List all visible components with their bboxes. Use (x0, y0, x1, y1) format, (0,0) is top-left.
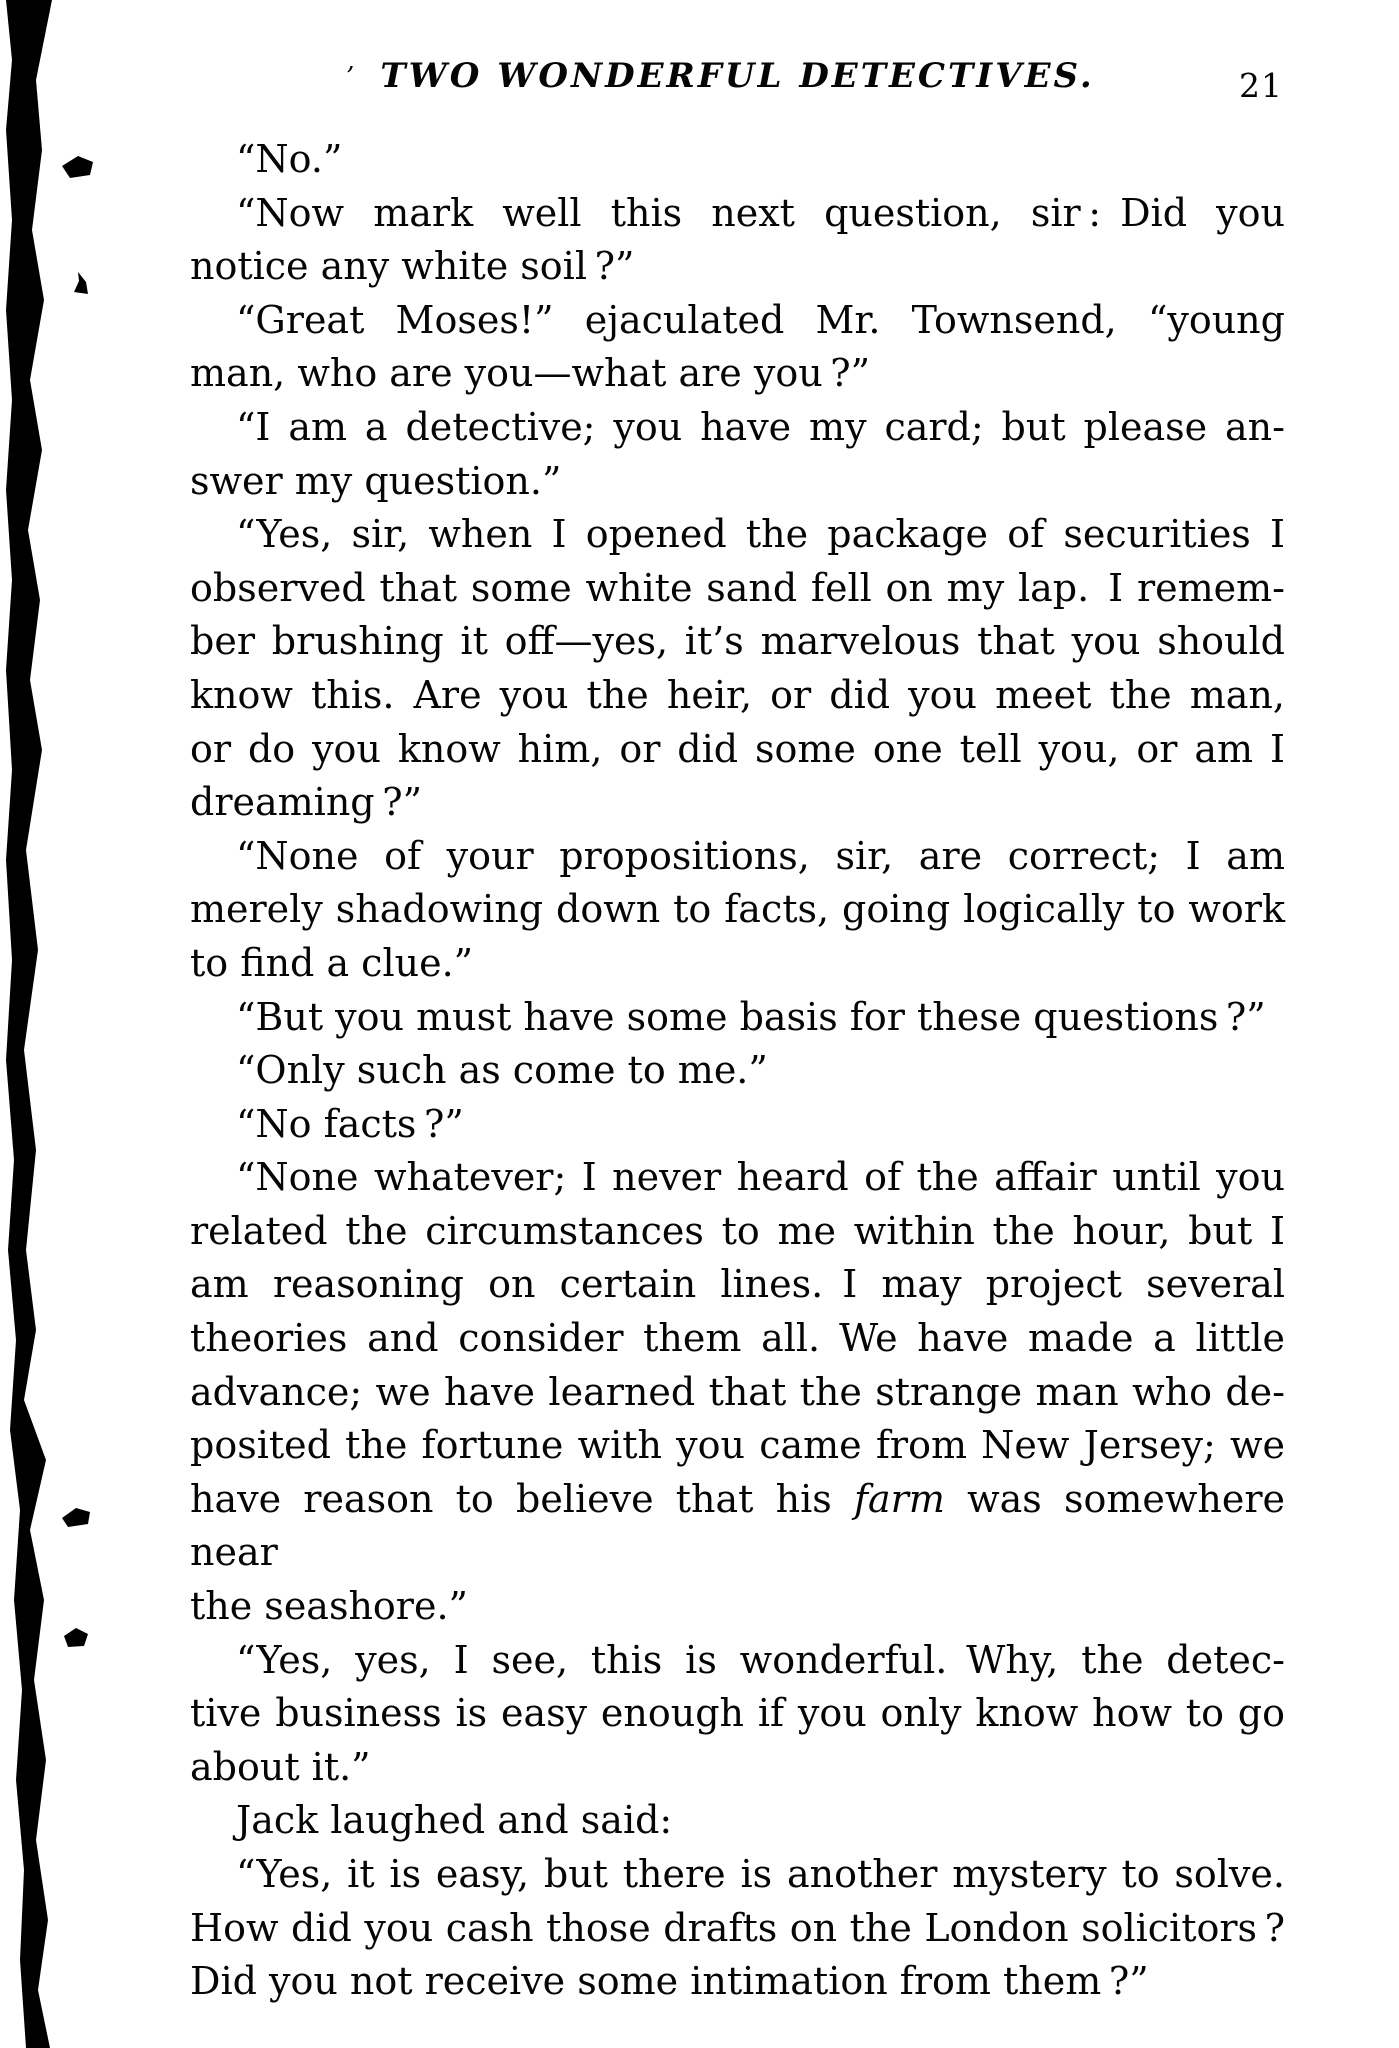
text-line: “No.” (236, 137, 343, 181)
text-line: or do you know him, or did some one tell you, or am I (190, 726, 1285, 771)
text-line: the seashore.” (190, 1584, 468, 1629)
text-line: “Only such as come to me.” (236, 1048, 768, 1093)
page-text (190, 133, 1285, 2009)
page-header (190, 56, 1285, 116)
binding-shadow-artifact (0, 0, 140, 2048)
text-line: swer my question.” (190, 458, 562, 503)
page-number: 21 (1239, 66, 1283, 105)
text-line: “None of your propositions, sir, are correct; I am (236, 833, 1285, 878)
text-line: “Yes, sir, when I opened the package of securities I (236, 512, 1285, 557)
text-line: “No facts ?” (236, 1101, 464, 1146)
text-line: man, who are you—what are you ?” (190, 351, 871, 396)
text-line: posited the fortune with you came from New Jersey; we (190, 1423, 1285, 1468)
text-line: “I am a detective; you have my card; but please an- (236, 404, 1285, 449)
text-line: “Yes, it is easy, but there is another mystery to solve. (236, 1852, 1285, 1896)
text-line: “But you must have some basis for these questions ?” (236, 994, 1266, 1039)
text-line: advance; we have learned that the strange man who de- (190, 1369, 1285, 1414)
stray-ink-mark: ’ (346, 62, 355, 92)
ink-speck (74, 272, 88, 294)
ink-speck (64, 1628, 88, 1647)
text-line: Jack laughed and said: (236, 1798, 673, 1843)
text-line: know this. Are you the heir, or did you meet the man, (190, 672, 1285, 717)
text-line: “Yes, yes, I see, this is wonderful. Why, the detec- (236, 1637, 1285, 1682)
text-line: have reason to believe that his farm was somewhere near (190, 1476, 1285, 1575)
ink-speck (62, 156, 93, 178)
text-line: observed that some white sand fell on my lap. I remem- (190, 565, 1285, 610)
text-line: theories and consider them all. We have made a little (190, 1316, 1285, 1361)
text-line: Did you not receive some intimation from them ?” (190, 1959, 1149, 2004)
text-line: notice any white soil ?” (190, 244, 635, 289)
text-line: merely shadowing down to facts, going logically to work (190, 887, 1285, 932)
text-line: dreaming ?” (190, 780, 423, 825)
text-line: am reasoning on certain lines. I may project several (190, 1262, 1285, 1307)
text-line: tive business is easy enough if you only know how to go (190, 1691, 1285, 1736)
ink-speck (62, 1508, 90, 1527)
text-line: related the circumstances to me within the hour, but I (190, 1208, 1285, 1253)
text-line: about it.” (190, 1744, 371, 1789)
text-line: “None whatever; I never heard of the affair until you (236, 1155, 1285, 1200)
text-line: How did you cash those drafts on the London solicitors ? (190, 1905, 1285, 1950)
text-line: “Now mark well this next question, sir : Did you (236, 190, 1285, 235)
text-line: “Great Moses!” ejaculated Mr. Townsend, “young (236, 297, 1285, 342)
text-line: ber brushing it off—yes, it’s marvelous that you should (190, 619, 1285, 664)
running-title: TWO WONDERFUL DETECTIVES. (380, 56, 1095, 96)
text-line: to find a clue.” (190, 940, 474, 985)
